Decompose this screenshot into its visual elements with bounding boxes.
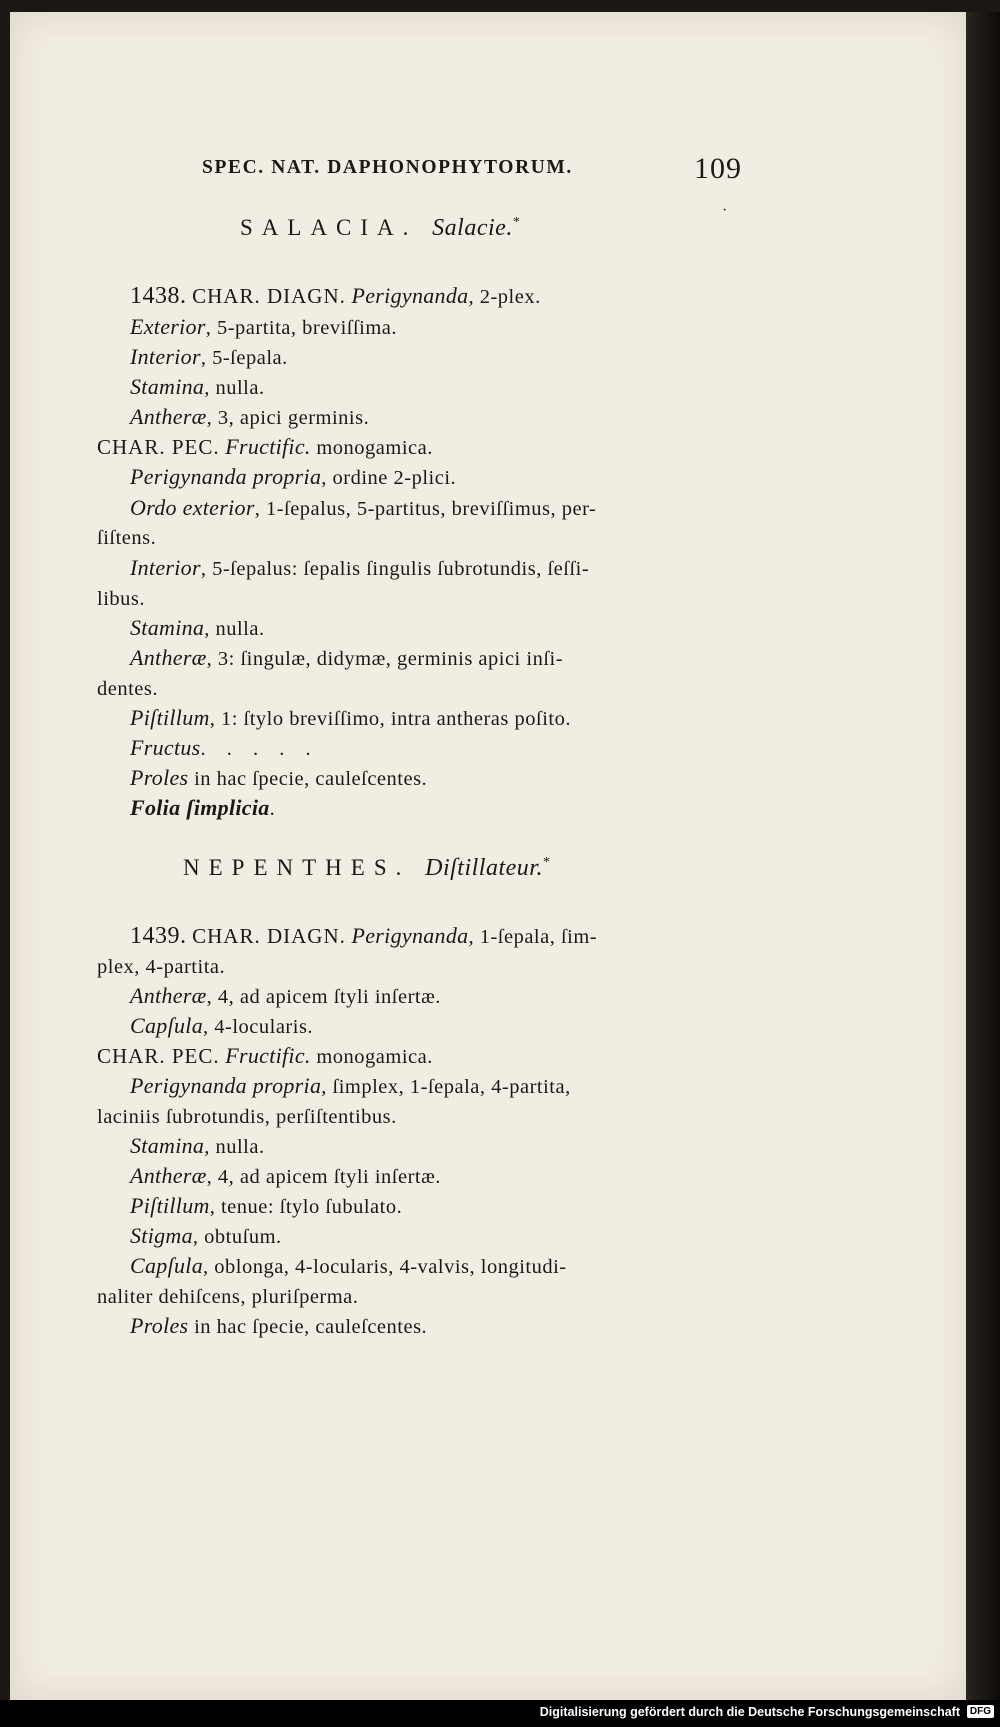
- line-text: , 5-ſepalus: ſepalis ſingulis ſubrotundis, ſeſſi-: [200, 558, 590, 580]
- line-text: , 4, ad apicem ſtyli inſertæ.: [206, 986, 441, 1008]
- text-line: [130, 495, 596, 521]
- text-line: [130, 314, 397, 340]
- line-term: Capſula: [130, 1253, 203, 1278]
- text-line: [130, 1163, 441, 1189]
- line-text: , ordine 2-plici.: [321, 467, 457, 489]
- line-text: , 5-partita, breviſſima.: [205, 317, 398, 339]
- line-term: Antheræ: [130, 645, 207, 670]
- char-pec-label: CHAR. PEC.: [97, 435, 220, 459]
- line-term: Perigynanda propria: [130, 464, 322, 489]
- text-line: [97, 675, 158, 701]
- line-text: , nulla.: [204, 618, 265, 640]
- line-text: , nulla.: [204, 1136, 265, 1158]
- genus-name: NEPENTHES.: [183, 855, 411, 880]
- line-text: naliter dehiſcens, pluriſperma.: [97, 1286, 359, 1308]
- text-line: [130, 615, 265, 641]
- genus-heading-nepenthes: [183, 855, 550, 882]
- char-pec-label: CHAR. PEC.: [97, 1044, 220, 1068]
- line-term: Antheræ: [130, 983, 207, 1008]
- genus-name: SALACIA.: [240, 215, 418, 240]
- text-line: [130, 1253, 567, 1279]
- line-text: , 3, apici germinis.: [206, 407, 370, 429]
- dfg-logo: DFG: [967, 1705, 994, 1718]
- pec-term: Fructific.: [225, 1043, 311, 1068]
- line-term: Stigma: [130, 1223, 193, 1248]
- line-term: Capſula: [130, 1013, 203, 1038]
- line-text: , 4-locularis.: [203, 1016, 314, 1038]
- line-term: Stamina: [130, 615, 205, 640]
- asterisk-mark: *: [542, 855, 550, 870]
- text-line: [130, 765, 427, 791]
- line-term: Proles: [130, 1313, 189, 1338]
- diagn-rest: , 1-ſepala, ſim-: [468, 926, 598, 948]
- text-line: [97, 524, 156, 550]
- text-line: [97, 1103, 397, 1129]
- running-title: SPEC. NAT. DAPHONOPHYTORUM.: [202, 157, 573, 178]
- ink-speck: ·: [722, 202, 728, 219]
- asterisk-mark: *: [512, 215, 520, 230]
- text-line: [130, 705, 571, 731]
- line-term: Interior: [130, 555, 201, 580]
- text-line: [97, 953, 225, 979]
- line-term: Piſtillum: [130, 705, 210, 730]
- diagn-term: Perigynanda: [351, 283, 469, 308]
- text-line: [130, 645, 563, 671]
- line-term: Piſtillum: [130, 1193, 210, 1218]
- diagn-term: Perigynanda: [351, 923, 469, 948]
- line-text: , 1: ſtylo breviſſimo, intra antheras poſito.: [209, 708, 571, 730]
- line-text: ſiſtens.: [97, 527, 157, 549]
- text-line: [130, 1193, 402, 1219]
- char-pec-line: [97, 434, 433, 460]
- line-term: Proles: [130, 765, 189, 790]
- line-text: . . . . .: [200, 738, 319, 760]
- line-text: , 3: ſingulæ, didymæ, germinis apici inſi-: [206, 648, 564, 670]
- line-text: .: [269, 798, 276, 820]
- line-text: plex, 4-partita.: [97, 956, 226, 978]
- text-line: [130, 1013, 313, 1039]
- line-term: Ordo exterior: [130, 495, 255, 520]
- line-term: Exterior: [130, 314, 206, 339]
- line-term: Fructus: [130, 735, 201, 760]
- char-pec-line: [97, 1043, 433, 1069]
- diagn-rest: , 2-plex.: [468, 286, 541, 308]
- line-text: , obtuſum.: [192, 1226, 282, 1248]
- line-text: , 1-ſepalus, 5-partitus, breviſſimus, per-: [254, 498, 597, 520]
- text-line: [130, 464, 456, 490]
- line-text: libus.: [97, 588, 145, 610]
- pec-rest: monogamica.: [316, 437, 433, 459]
- line-text: , 4, ad apicem ſtyli inſertæ.: [206, 1166, 441, 1188]
- pec-rest: monogamica.: [316, 1046, 433, 1068]
- char-diagn-label: CHAR. DIAGN.: [192, 284, 346, 308]
- text-line: [130, 404, 369, 430]
- line-text: , nulla.: [204, 377, 265, 399]
- digitization-footer: [0, 1700, 1000, 1727]
- line-text: , oblonga, 4-locularis, 4-valvis, longitudi-: [203, 1256, 567, 1278]
- french-name: Diſtillateur.: [425, 855, 543, 881]
- line-term: Stamina: [130, 1133, 205, 1158]
- line-text: , ſimplex, 1-ſepala, 4-partita,: [321, 1076, 571, 1098]
- pec-term: Fructific.: [225, 434, 311, 459]
- line-term: Antheræ: [130, 1163, 207, 1188]
- line-text: in hac ſpecie, cauleſcentes.: [188, 1316, 428, 1338]
- char-diagn-line: [130, 283, 541, 310]
- text-line: [130, 555, 589, 581]
- line-term: Perigynanda propria: [130, 1073, 322, 1098]
- line-text: , 5-ſepala.: [200, 347, 288, 369]
- genus-heading-salacia: [240, 215, 520, 242]
- text-line: [130, 1223, 282, 1249]
- text-line: [130, 983, 441, 1009]
- line-term: Folia ſimplicia: [130, 795, 270, 820]
- line-term: Antheræ: [130, 404, 207, 429]
- entry-number: 1439.: [130, 923, 187, 949]
- line-text: laciniis ſubrotundis, perſiſtentibus.: [97, 1106, 397, 1128]
- text-line: [130, 1133, 265, 1159]
- line-text: in hac ſpecie, cauleſcentes.: [188, 768, 428, 790]
- text-line: [130, 344, 288, 370]
- text-line: [130, 795, 275, 821]
- french-name: Salacie.: [432, 215, 513, 241]
- funding-credit: Digitalisierung gefördert durch die Deutsche Forschungsgemeinschaft: [539, 1705, 960, 1719]
- line-term: Stamina: [130, 374, 205, 399]
- text-line: [97, 585, 145, 611]
- text-line: [97, 1283, 358, 1309]
- text-line: [130, 1073, 571, 1099]
- entry-number: 1438.: [130, 283, 187, 309]
- book-spine: [966, 12, 1000, 1700]
- text-line: [130, 374, 265, 400]
- text-line: [130, 735, 319, 761]
- line-term: Interior: [130, 344, 201, 369]
- text-line: [130, 1313, 427, 1339]
- line-text: , tenue: ſtylo ſubulato.: [209, 1196, 403, 1218]
- page-number: 109: [694, 152, 742, 185]
- char-diagn-label: CHAR. DIAGN.: [192, 924, 346, 948]
- char-diagn-line: [130, 923, 597, 950]
- line-text: dentes.: [97, 678, 158, 700]
